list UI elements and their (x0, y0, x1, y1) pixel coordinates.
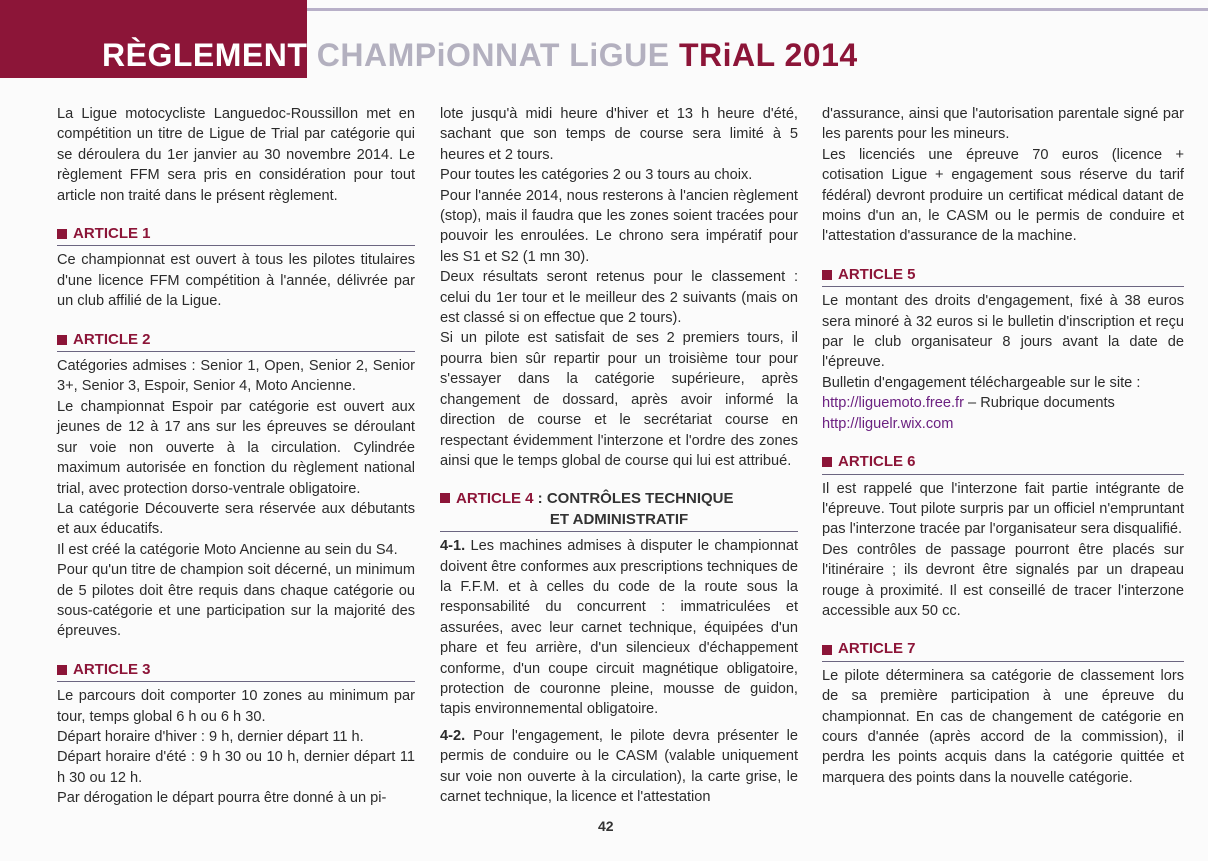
article-2-title: ARTICLE 2 (73, 330, 151, 348)
article-1-title: ARTICLE 1 (73, 225, 151, 243)
article-5-p1: Le montant des droits d'engagement, fixé à 38 euros sera minoré à 32 euros si le bulletin d'inscription et reçu par le club organisateur 8 jours avant la date de l'épreuve. (822, 293, 1184, 371)
article-3-p2: Départ horaire d'hiver : 9 h, dernier départ 11 h. (57, 728, 364, 745)
column-3 (822, 104, 1184, 788)
article-7-p1: Le pilote déterminera sa catégorie de classement lors de sa première participation à une épreuve du championnat. En cas de changement de catégorie en cours d'année (après accord de la commission), il perdra les points acquis dans la catégorie quittée et marquera des points dans la nouvelle catégorie. (822, 667, 1184, 786)
article-4-2 (440, 726, 798, 808)
article-4-1-number: 4-1. (440, 538, 466, 555)
bullet-square-icon (822, 270, 832, 280)
article-6-title: ARTICLE 6 (838, 453, 916, 471)
article-5-link2-row (822, 414, 1184, 434)
article-3-title: ARTICLE 3 (73, 660, 151, 678)
article-3-p1: Le parcours doit comporter 10 zones au minimum par tour, temps global 6 h ou 6 h 30. (57, 688, 415, 725)
article-5-title: ARTICLE 5 (838, 265, 916, 283)
article-7-heading (822, 639, 1184, 661)
page-number: 42 (598, 818, 614, 834)
link-liguemoto[interactable]: http://liguemoto.free.fr (822, 395, 964, 412)
article-5-p2: Bulletin d'engagement téléchargeable sur le site : (822, 374, 1141, 391)
article-4-1-text: Les machines admises à disputer le championnat doivent être conformes aux prescriptions techniques de la F.F.M. et à celles du code de la route sous la responsabilité du concurrent : immatriculées et assurées, avec leur carnet technique, équipées d'un phare et feu arrière, d'un silencieux d'échappement conforme, d'un coupe circuit magnétique obligatoire, protection de couronne pleine, mousse de guidon, tapis environnemental obligatoire. (440, 538, 798, 718)
column-1 (57, 104, 415, 809)
article-6-p2: Des contrôles de passage pourront être placés sur l'itinéraire ; ils devront être signalés par un drapeau rouge à proximité. Il est conseillé de tracer l'interzone accessible aux 50 cc. (822, 541, 1184, 619)
bullet-square-icon (57, 335, 67, 345)
article-4-2-text: Pour l'engagement, le pilote devra présenter le permis de conduire ou le CASM (valable uniquement sur voie non ouverte à la circulation), la carte grise, le carnet technique, la licence et l'attestation (440, 727, 798, 805)
intro-paragraph: La Ligue motocycliste Languedoc-Roussillon met en compétition un titre de Ligue de Trial par catégorie qui se déroulera du 1er janvier au 30 novembre 2014. Le règlement FFM sera pris en considération pour tout article non traité dans le présent règlement. (57, 106, 415, 204)
article-1-heading (57, 224, 415, 246)
article-4-2-number: 4-2. (440, 727, 466, 744)
page-title (102, 37, 858, 74)
article-1-text: Ce championnat est ouvert à tous les pilotes titulaires d'une licence FFM compétition à l'année, délivrée par un club affilié de la Ligue. (57, 252, 415, 310)
article-4-title: ARTICLE 4 (456, 490, 534, 508)
article-3-heading (57, 660, 415, 682)
article-2-p4: Il est créé la catégorie Moto Ancienne au sein du S4. (57, 541, 398, 558)
column-2 (440, 104, 798, 807)
article-4-subtitle-a: : CONTRÔLES TECHNIQUE (533, 490, 734, 508)
col2-p5: Si un pilote est satisfait de ses 2 premiers tours, il pourra bien sûr repartir pour un troisième tour pour s'essayer dans la catégorie supérieure, après changement de dossard, après avoir informé la direction de course et le secrétariat course en respectant évidemment l'interzone et l'ordre des zones ainsi que le temps global de course qui lui est attribué. (440, 330, 798, 469)
bullet-square-icon (822, 645, 832, 655)
article-2-p5: Pour qu'un titre de champion soit décerné, un minimum de 5 pilotes doit être requis dans chaque catégorie ou sous-catégorie et une participation sur la majorité des épreuves. (57, 562, 415, 640)
article-5-links (822, 393, 1184, 413)
article-2-heading (57, 330, 415, 352)
article-6-p1: Il est rappelé que l'interzone fait partie intégrante de l'épreuve. Tout pilote surpris par un officiel n'empruntant pas l'interzone tracée par l'organisateur sera disqualifié. (822, 480, 1184, 538)
col2-p4: Deux résultats seront retenus pour le classement : celui du 1er tour et le meilleur des 2 suivants (mais on est classé si on effectue que 2 tours). (440, 269, 798, 327)
col2-p1: lote jusqu'à midi heure d'hiver et 13 h heure d'été, sachant que son temps de course sera limité à 5 heures et 2 tours. (440, 106, 798, 163)
bullet-square-icon (57, 665, 67, 675)
title-word-reglement: RÈGLEMENT (102, 37, 308, 73)
article-7-title: ARTICLE 7 (838, 640, 916, 658)
article-4-heading (440, 489, 798, 532)
title-word-trial: TRiAL 2014 (678, 37, 858, 73)
article-3-p3: Départ horaire d'été : 9 h 30 ou 10 h, dernier départ 11 h 30 ou 12 h. (57, 749, 415, 786)
title-word-championnat: CHAMPiONNAT LiGUE (316, 37, 670, 73)
article-2-p1: Catégories admises : Senior 1, Open, Senior 2, Senior 3+, Senior 3, Espoir, Senior 4, Moto Ancienne. (57, 358, 415, 395)
link-suffix: – Rubrique documents (963, 395, 1115, 412)
article-5-heading (822, 265, 1184, 287)
bullet-square-icon (57, 229, 67, 239)
article-6-heading (822, 452, 1184, 474)
article-2-p2: Le championnat Espoir par catégorie est ouvert aux jeunes de 12 à 17 ans sur les épreuves se déroulant sur voie non ouverte à la circulation. Cylindrée maximum autorisée en fonction du règlement national trial, avec protection dorso-ventrale obligatoire. (57, 398, 415, 497)
article-4-1 (440, 536, 798, 720)
col3-p2: Les licenciés une épreuve 70 euros (licence + cotisation Ligue + engagement sous réserve du tarif fédéral) devront produire un certificat médical datant de moins d'un an, le CASM ou le permis de conduire et l'attestation d'assurance de la machine. (822, 146, 1184, 245)
article-2-p3: La catégorie Découverte sera réservée aux débutants et aux éducatifs. (57, 500, 415, 538)
col3-p1: d'assurance, ainsi que l'autorisation parentale signé par les parents pour les mineurs. (822, 106, 1184, 143)
bullet-square-icon (822, 457, 832, 467)
col2-p2: Pour toutes les catégories 2 ou 3 tours au choix. (440, 167, 753, 184)
link-liguelr[interactable]: http://liguelr.wix.com (822, 415, 954, 432)
bullet-square-icon (440, 493, 450, 503)
col2-p3: Pour l'année 2014, nous resterons à l'ancien règlement (stop), mais il faudra que les zones soient tracées pour pouvoir les enroulées. Le chrono sera impératif pour les S1 et S2 (1 mn 30). (440, 187, 798, 265)
article-4-subtitle-b: ET ADMINISTRATIF (549, 510, 689, 528)
article-3-p4: Par dérogation le départ pourra être donné à un pi- (57, 790, 387, 807)
